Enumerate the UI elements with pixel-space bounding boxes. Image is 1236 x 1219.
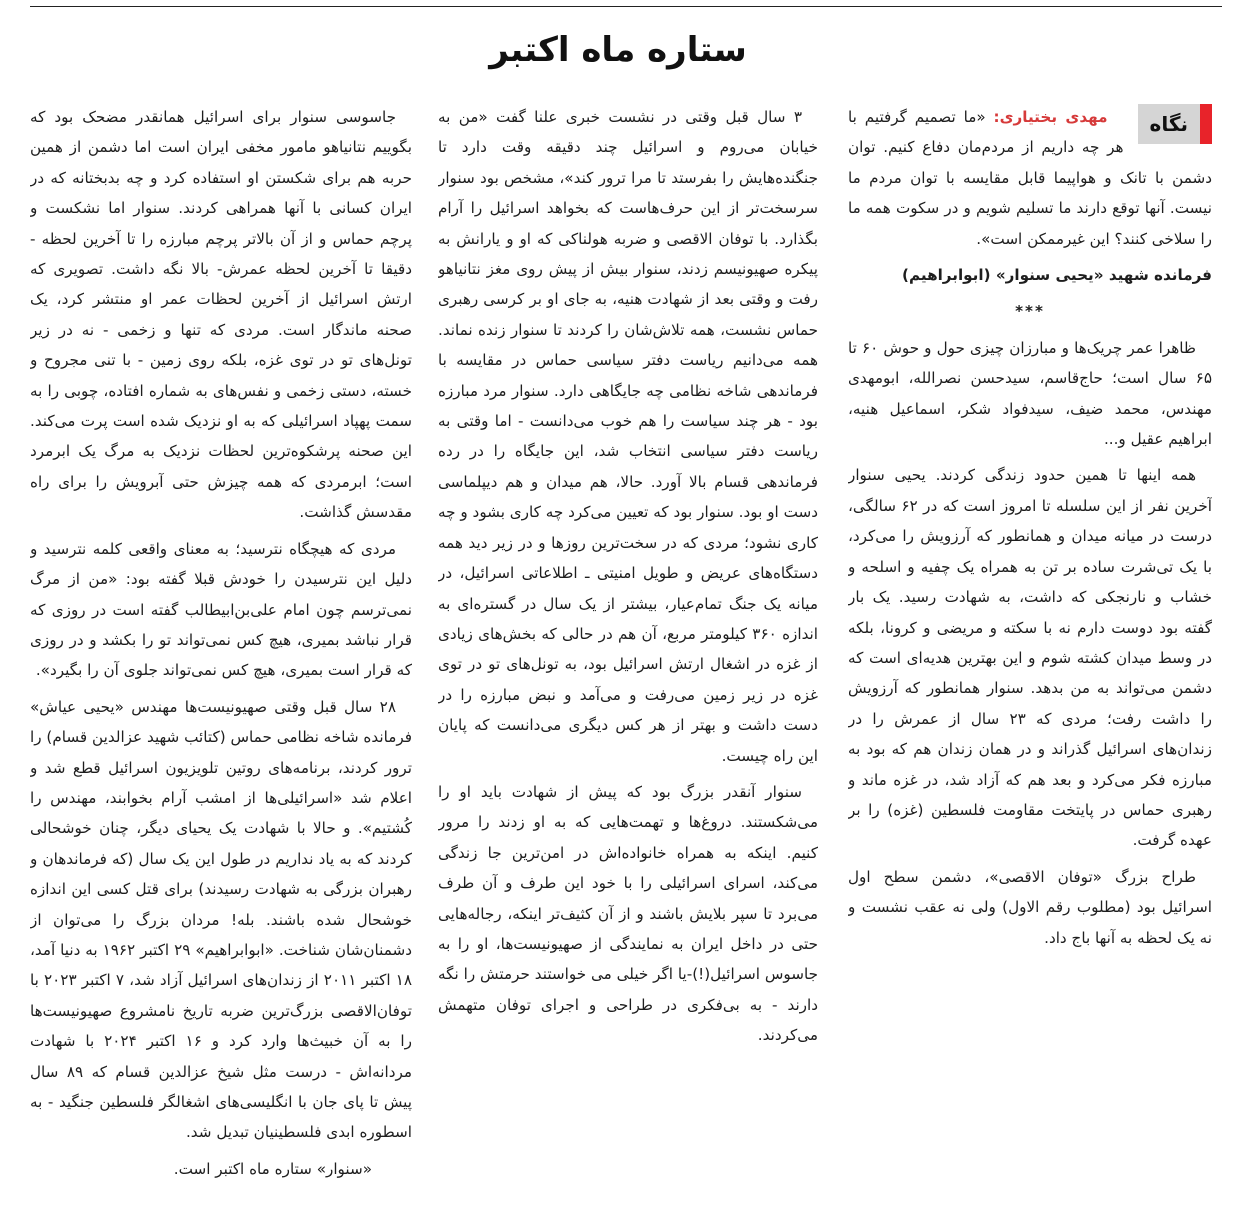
separator-stars: ***	[1015, 302, 1045, 321]
headline: ستاره ماه اکتبر	[489, 30, 747, 70]
quote-text: «ما تصمیم گرفتیم با هر چه داریم از مردم‌مان دفاع کنیم. توان دشمن با تانک و هواپیما قابل مقایسه با توان مردم ما نیست. آنها توقع دارند ما تسلیم شویم و در سکوت همه ما را سلاخی کنند؟ این غیرممکن است».	[848, 108, 1212, 248]
body-paragraph: جاسوسی سنوار برای اسرائیل همانقدر مضحک بود که بگوییم نتانیاهو مامور مخفی ایران است اما دشمن از همین حربه هم برای شکستن او استفاده کرد و چه بدبختانه که در ایران کسانی با آنها همراهی کردند. سنوار اما نشکست و پرچم حماس و از آن بالاتر پرچم مبارزه را تا آخرین لحظه - دقیقا تا آخرین لحظه عمرش- بالا نگه داشت. تصویری که ارتش اسرائیل از آخرین لحظات عمر او منتشر کرد، یک صحنه ماندگار است. مردی که تنها و زخمی - نه در زیر تونل‌های تو در توی غزه، بلکه روی زمین - با تنی مجروح و خسته، دستی زخمی و نفس‌های به شماره افتاده، چوبی را به سمت پهپاد اسرائیلی که به او نزدیک شده است پرت می‌کند. این صحنه پرشکوه‌ترین لحظات نزدیک به مرگ یک ابرمرد است؛ ابرمردی که همه چیزش حتی آبرویش را برای راه مقدسش گذاشت.	[30, 108, 412, 522]
column-1	[848, 102, 1212, 1200]
top-rule	[30, 6, 1222, 7]
body-paragraph: ظاهرا عمر چریک‌ها و مبارزان چیزی حول و حوش ۶۰ تا ۶۵ سال است؛ حاج‌قاسم، سیدحسن نصرالله، ابومهدی مهندس، محمد ضیف، سیدفواد شکر، اسماعیل هنیه، ابراهیم عقیل و...	[848, 338, 1212, 449]
body-paragraph: ۳ سال قبل وقتی در نشست خبری علنا گفت «من به خیابان می‌روم و اسرائیل چند دقیقه وقت دارد تا جنگنده‌هایش را بفرستد تا مرا ترور کند»، مشخص بود سنوار سرسخت‌تر از این حرف‌هاست که بخواهد اسرائیل را آرام بگذارد. با توفان الاقصی و ضربه هولناکی که او و یارانش به پیکره صهیونیسم زدند، سنوار بیش از پیش روی مغز نتانیاهو رفت و وقتی بعد از شهادت هنیه، به جای او بر کرسی رهبری حماس نشست، همه تلاش‌شان را کردند تا سنوار زنده نماند. همه می‌دانیم ریاست دفتر سیاسی حماس در مقایسه با فرماندهی شاخه نظامی چه جایگاهی دارد. سنوار مرد مبارزه بود - هر چند سیاست را هم خوب می‌دانست - اما وقتی به ریاست دفتر سیاسی انتخاب شد، این جایگاه را در رده فرماندهی قسام بالا آورد. حالا، هم میدان و هم دیپلماسی دست او بود. سنوار بود که تعیین می‌کرد چه کاری بشود و چه کاری نشود؛ مردی که در سخت‌ترین روزها و در زیر دید همه دستگاه‌های عریض و طویل امنیتی ـ اطلاعاتی اسرائیل، در میانه یک جنگ تمام‌عیار، بیشتر از یک سال در گستره‌ای به اندازه ۳۶۰ کیلومتر مربع، آن هم در حالی که بخش‌های زیادی از غزه در اشغال ارتش اسرائیل بود، به تونل‌های تو در توی غزه در زیر زمین می‌رفت و می‌آمد و نبض مبارزه را در دست داشت و بهتر از هر کس دیگری می‌دانست که پایان این راه چیست.	[438, 108, 818, 765]
body-paragraph: سنوار آنقدر بزرگ بود که پیش از شهادت باید او را می‌شکستند. دروغ‌ها و تهمت‌هایی که به او زدند را مرور کنیم. اینکه به همراه خانواده‌اش در امن‌ترین جا زندگی می‌کند، اسرای اسرائیلی را با خود این طرف و آن طرف می‌برد تا سپر بلایش باشند و از آن کثیف‌تر اینکه، رجاله‌هایی حتی در داخل ایران به نمایندگی از صهیونیست‌ها، او را به جاسوس اسرائیل(!)-یا اگر خیلی می خواستند حرمتش را نگه دارند - به بی‌فکری در طراحی و اجرای توفان متهمش می‌کردند.	[438, 782, 818, 1045]
body-paragraph: همه اینها تا همین حدود زندگی کردند. یحیی سنوار آخرین نفر از این سلسله تا امروز است که در ۶۲ سالگی، درست در میانه میدان و همانطور که آرزویش را می‌کرد، با یک تی‌شرت ساده بر تن به همراه یک چفیه و اسلحه و خشاب و نارنجکی که داشت، به شهادت رسید. یک بار گفته بود دوست دارم نه با سکته و مریضی و کرونا، بلکه در وسط میدان کشته شوم و این بهترین هدیه‌ای است که دشمن می‌تواند به من بدهد. سنوار همانطور که آرزویش را داشت رفت؛ مردی که ۲۳ سال از عمرش را در زندان‌های اسرائیل گذراند و در همان زندان هم که بود به مبارزه فکر می‌کرد و بعد هم که آزاد شد، در غزه ماند و رهبری حماس در پایتخت مقاومت فلسطین (غزه) را بر عهده گرفت.	[848, 466, 1212, 850]
column-3	[30, 102, 412, 1200]
quote-author: مهدی بختیاری:	[993, 108, 1108, 126]
body-paragraph: ۲۸ سال قبل وقتی صهیونیست‌ها مهندس «یحیی عیاش» فرمانده شاخه نظامی حماس (کتائب شهید عزالدین قسام) را ترور کردند، برنامه‌های روتین تلویزیون اسرائیل قطع شد و اعلام شد «اسرائیلی‌ها از امشب آرام بخوابند، مهندس را کُشتیم». و حالا با شهادت یک یحیای دیگر، چنان خوشحالی کردند که به یاد نداریم در طول این یک سال (که فرماندهان و رهبران بزرگی به شهادت رسیدند) برای قتل کسی این اندازه خوشحال شده باشند. بله! مردان بزرگ را می‌توان از دشمنان‌شان شناخت. «ابوابراهیم» ۲۹ اکتبر ۱۹۶۲ به دنیا آمد، ۱۸ اکتبر ۲۰۱۱ از زندان‌های اسرائیل آزاد شد، ۷ اکتبر ۲۰۲۳ با توفان‌الاقصی بزرگ‌ترین ضربه تاریخ نامشروع صهیونیست‌ها را به آن خبیث‌ها وارد کرد و ۱۶ اکتبر ۲۰۲۴ با شهادت مردانه‌اش - درست مثل شیخ عزالدین قسام که ۸۹ سال پیش تا پای جان با انگلیسی‌های اشغالگر فلسطین جنگید - به اسطوره ابدی فلسطینیان تبدیل شد.	[30, 697, 412, 1142]
quote-attribution: فرمانده شهید «یحیی سنوار» (ابوابراهیم)	[902, 266, 1212, 285]
tag-red-bar	[1200, 104, 1212, 144]
tag-label: نگاه	[1138, 104, 1200, 144]
section-tag	[1138, 104, 1212, 144]
column-2	[438, 102, 818, 1200]
body-paragraph: مردی که هیچگاه نترسید؛ به معنای واقعی کلمه نترسید و دلیل این نترسیدن را خودش قبلا گفته بود: «من از مرگ نمی‌ترسم چون امام علی‌بن‌ابیطالب گفته است در روزی که قرار نباشد بمیری، هیچ کس نمی‌تواند تو را بکشد و در روزی که قرار است بمیری، هیچ کس نمی‌تواند جلوی آن را بگیرد».	[30, 539, 412, 680]
closing-line: «سنوار» ستاره ماه اکتبر است.	[173, 1159, 372, 1178]
body-paragraph: طراح بزرگ «توفان الاقصی»، دشمن سطح اول اسرائیل بود (مطلوب رقم الاول) ولی نه عقب نشست و نه یک لحظه به آنها باج داد.	[848, 867, 1212, 947]
